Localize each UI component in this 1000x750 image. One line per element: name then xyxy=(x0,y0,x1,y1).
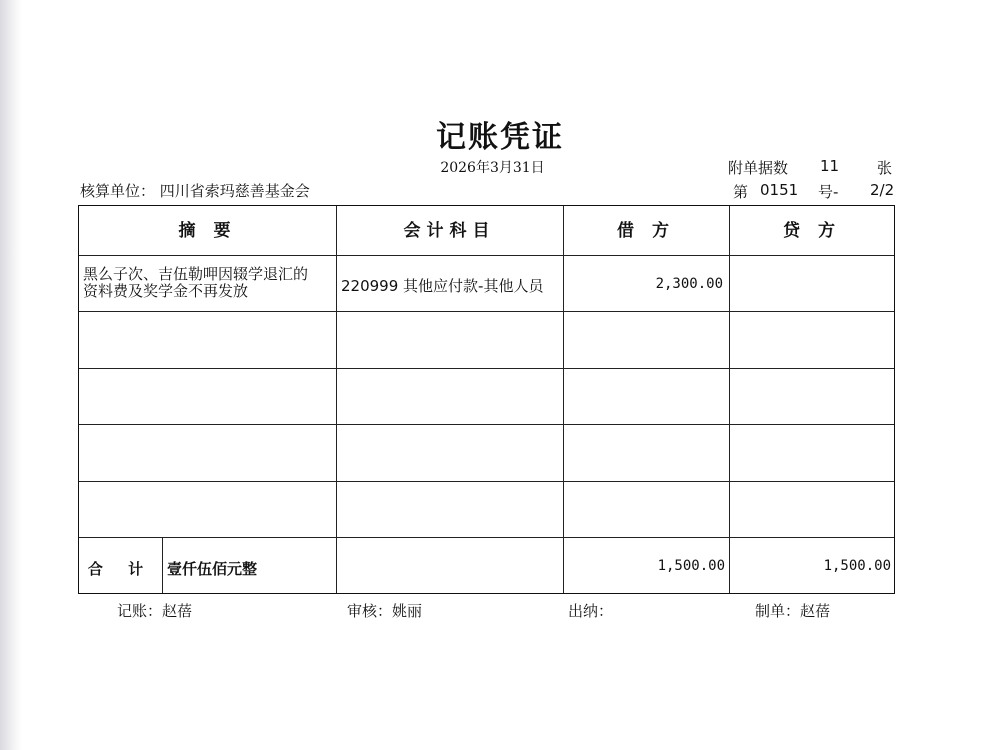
total-debit: 1,500.00 xyxy=(657,558,725,574)
header-summary: 摘 要 xyxy=(178,221,237,241)
entry-summary-line1: 黑么子次、吉伍勒呷因辍学退汇的 xyxy=(83,265,309,283)
reviewer-label: 审核： xyxy=(347,602,393,620)
entry-summary xyxy=(83,266,308,300)
bookkeeper xyxy=(117,600,192,621)
reviewer xyxy=(347,600,422,621)
entry-debit: 2,300.00 xyxy=(655,276,723,292)
voucher-suffix: 号- xyxy=(818,183,839,201)
total-credit: 1,500.00 xyxy=(823,558,891,574)
header-credit: 贷 方 xyxy=(783,221,841,241)
unit-label: 核算单位： xyxy=(80,182,156,200)
cashier-label: 出纳： xyxy=(568,602,614,620)
voucher-page: 2/2 xyxy=(870,181,895,199)
header-account: 会计科目 xyxy=(403,221,496,241)
voucher-table xyxy=(78,205,895,594)
cashier xyxy=(568,600,613,621)
entry-summary-line2: 资料费及奖学金不再发放 xyxy=(83,282,249,300)
attachment-label: 附单据数 xyxy=(728,159,789,177)
preparer-name: 赵蓓 xyxy=(800,602,831,620)
voucher-no: 0151 xyxy=(760,181,799,199)
attachment-unit: 张 xyxy=(877,159,893,177)
voucher-prefix: 第 xyxy=(733,183,749,201)
bookkeeper-label: 记账： xyxy=(117,602,163,620)
voucher-date: 2026年3月31日 xyxy=(440,160,545,176)
reviewer-name: 姚丽 xyxy=(392,602,423,620)
header-debit: 借 方 xyxy=(617,221,675,241)
unit-name: 四川省索玛慈善基金会 xyxy=(159,182,310,200)
total-amount-words: 壹仟伍佰元整 xyxy=(167,560,258,578)
total-label: 合 计 xyxy=(87,560,154,578)
attachment-number: 11 xyxy=(820,157,840,175)
voucher-title: 记账凭证 xyxy=(436,120,564,155)
entry-account: 220999 其他应付款-其他人员 xyxy=(341,277,544,295)
preparer xyxy=(755,600,830,621)
preparer-label: 制单： xyxy=(755,602,801,620)
bookkeeper-name: 赵蓓 xyxy=(162,602,193,620)
accounting-unit xyxy=(80,180,310,201)
